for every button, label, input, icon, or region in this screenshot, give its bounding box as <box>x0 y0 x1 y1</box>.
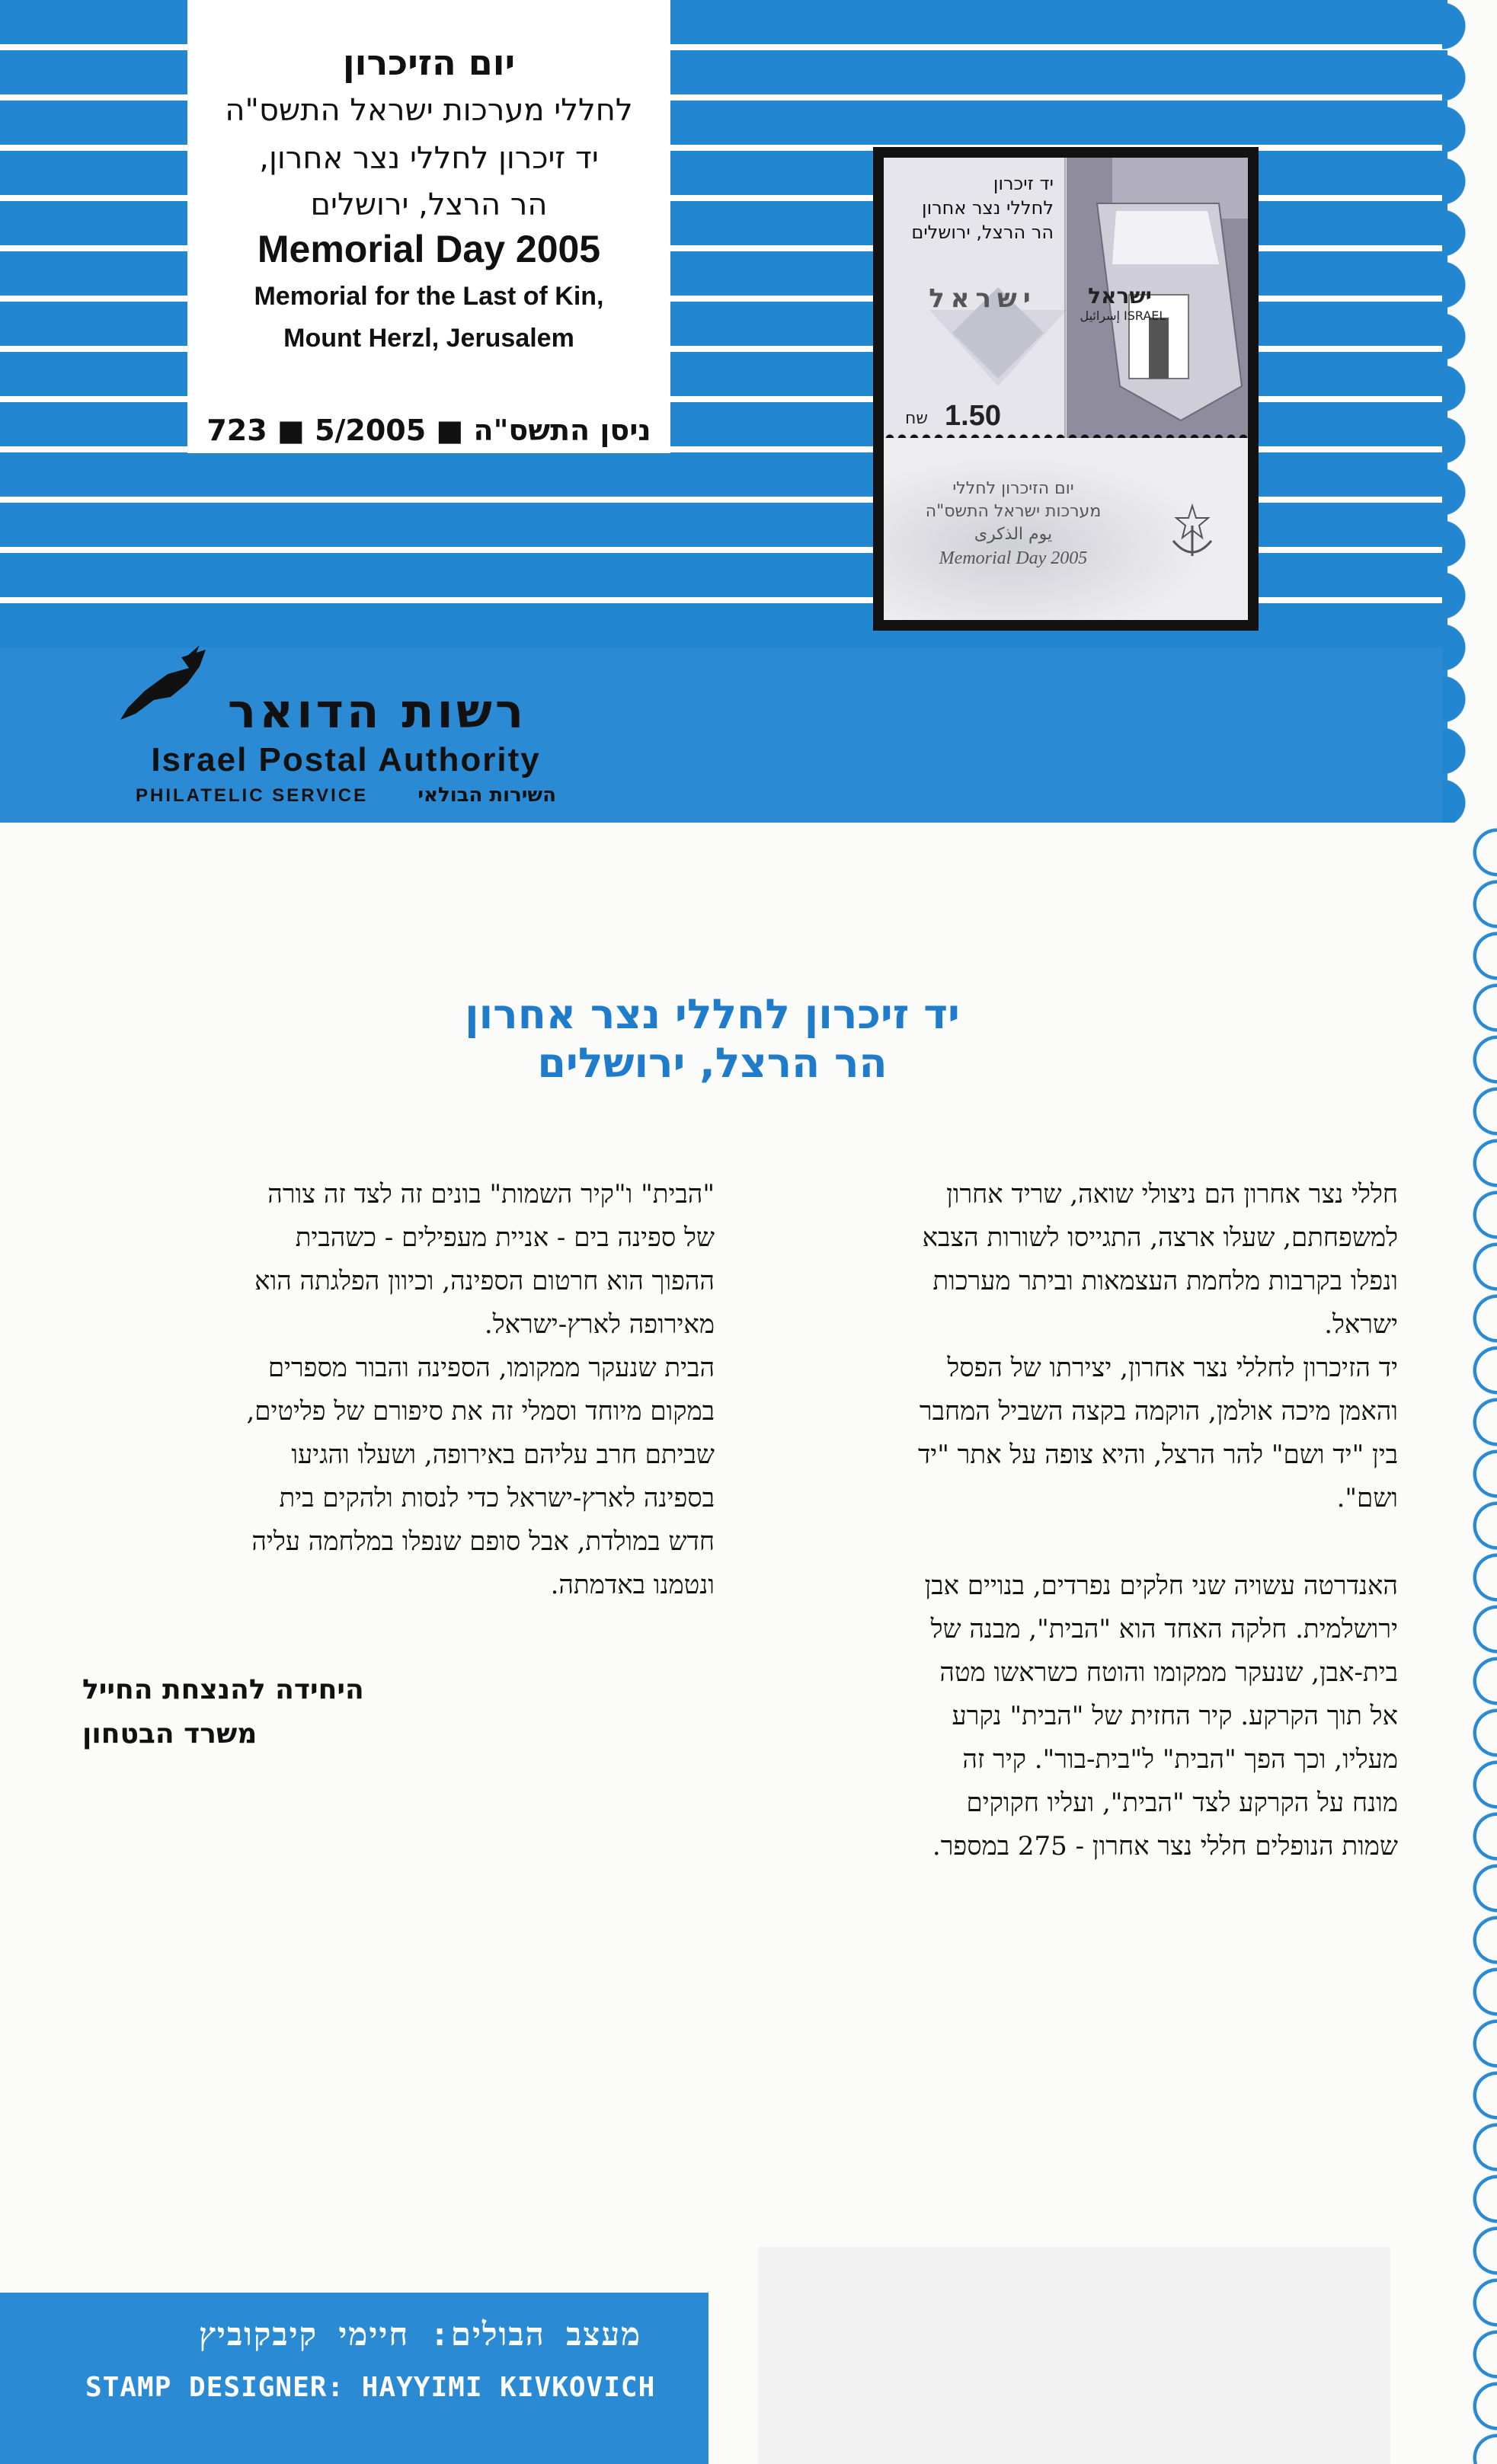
logo-service-english: PHILATELIC SERVICE <box>136 785 369 806</box>
article-left-column <box>82 1173 715 1607</box>
perforated-edge-outline <box>1426 826 1497 2464</box>
article-heading <box>289 990 1135 1088</box>
designer-footer <box>0 2293 709 2464</box>
postal-authority-logo <box>114 644 556 819</box>
tab-caption-line: يوم الذكرى <box>974 525 1053 544</box>
stamp-currency: שח <box>905 409 928 428</box>
issue-number-line: ניסן התשס"ה ■ 5/2005 ■ 723 <box>206 414 651 447</box>
faint-panel <box>758 2247 1390 2464</box>
stamp-country-english: ISRAEL <box>1124 308 1166 323</box>
hebrew-title: יום הזיכרון <box>342 42 516 83</box>
article-paragraph: יד הזיכרון לחללי נצר אחרון, יצירתו של הפסל והאמן מיכה אולמן, הוקמה בקצה השביל המחבר בין "יד ושם" להר הרצל, והיא צופה על אתר "יד ושם". <box>917 1353 1398 1513</box>
stamp-country-hebrew-2: ישראל <box>1088 283 1152 308</box>
article-heading-line: הר הרצל, ירושלים <box>537 1039 888 1087</box>
stamp-tab <box>884 438 1248 620</box>
article-paragraph: חללי נצר אחרון הם ניצולי שואה, שריד אחרון למשפחתם, שעלו ארצה, התגייסו לשורות הצבא ונפלו בקרבות מלחמת העצמאות וביתר מערכות ישראל. <box>922 1179 1398 1340</box>
stamp <box>884 158 1248 620</box>
article-paragraph: הבית שנעקר ממקומו, הספינה והבור מספרים במקום מיוחד וסמלי זה את סיפורם של פליטים, שביתם חרב עליהם באירופה, ושעלו והגיעו בספינה לארץ-ישראל כדי לנסות ולהקים בית חדש במולדת, אבל סופם שנפלו במלחמה עליה ונטמנו באדמתה. <box>246 1353 715 1600</box>
stamp-country-hebrew: ישראל <box>929 283 1037 314</box>
hebrew-location: הר הרצל, ירושלים <box>310 187 548 222</box>
hebrew-memorial-name: יד זיכרון לחללי נצר אחרון, <box>259 141 599 176</box>
stamp-caption-line: לחללי נצר אחרון <box>922 197 1054 219</box>
english-memorial-name: Memorial for the Last of Kin, <box>254 282 604 311</box>
stamp-value: 1.50 <box>945 400 1001 432</box>
article-right-column <box>762 1173 1398 1868</box>
tab-caption <box>914 478 1112 546</box>
stamp-artwork <box>884 158 1248 438</box>
stamp-caption-line: הר הרצל, ירושלים <box>911 222 1054 243</box>
stamp-country-arabic: إسرائيل <box>1080 308 1120 323</box>
credits <box>82 1668 715 1756</box>
designer-english: STAMP DESIGNER: HAYYIMI KIVKOVICH <box>85 2372 656 2403</box>
tab-english: Memorial Day 2005 <box>939 548 1088 568</box>
designer-hebrew: מעצב הבולים: חיימי קיבקוביץ <box>199 2315 641 2353</box>
tab-caption-line: מערכות ישראל התשס"ה <box>925 502 1102 521</box>
logo-hebrew-name: רשות הדואר <box>227 683 527 739</box>
credit-line: משרד הבטחון <box>82 1718 257 1750</box>
logo-english-name: Israel Postal Authority <box>151 741 541 778</box>
hebrew-subtitle: לחללי מערכות ישראל התשס"ה <box>225 93 633 128</box>
article-paragraph: האנדרטה עשויה שני חלקים נפרדים, בנויים אבן ירושלמית. חלקה האחד הוא "הבית", מבנה של בית-אבן, שנעקר ממקומו והוטח כשראשו מטה אל תוך הקרקע. קיר החזית של "הבית" נקרע מעליו, וכך הפך "הבית" ל"בית-בור". קיר זה מונח על הקרקע לצד "הבית", ועליו חקוקים שמות הנופלים חללי נצר אחרון - 275 במספר. <box>924 1571 1398 1862</box>
logo-service-hebrew: השירות הבולאי <box>417 784 556 807</box>
article-heading-line: יד זיכרון לחללי נצר אחרון <box>465 990 960 1038</box>
english-title: Memorial Day 2005 <box>257 228 601 270</box>
stamp-caption <box>894 171 1054 244</box>
perforated-edge <box>1442 0 1497 823</box>
article-paragraph: "הבית" ו"קיר השמות" בונים זה לצד זה צורה של ספינה בים - אניית מעפילים - כשהבית ההפוך הוא חרטום הספינה, וכיוון הפלגתה הוא מאירופה לארץ-ישראל. <box>254 1179 715 1340</box>
idf-emblem-icon <box>1166 503 1219 564</box>
stamp-caption-line: יד זיכרון <box>993 173 1054 194</box>
tab-caption-line: יום הזיכרון לחללי <box>952 479 1074 498</box>
credit-line: היחידה להנצחת החייל <box>82 1674 364 1705</box>
title-box <box>187 0 670 453</box>
english-location: Mount Herzl, Jerusalem <box>283 324 574 353</box>
